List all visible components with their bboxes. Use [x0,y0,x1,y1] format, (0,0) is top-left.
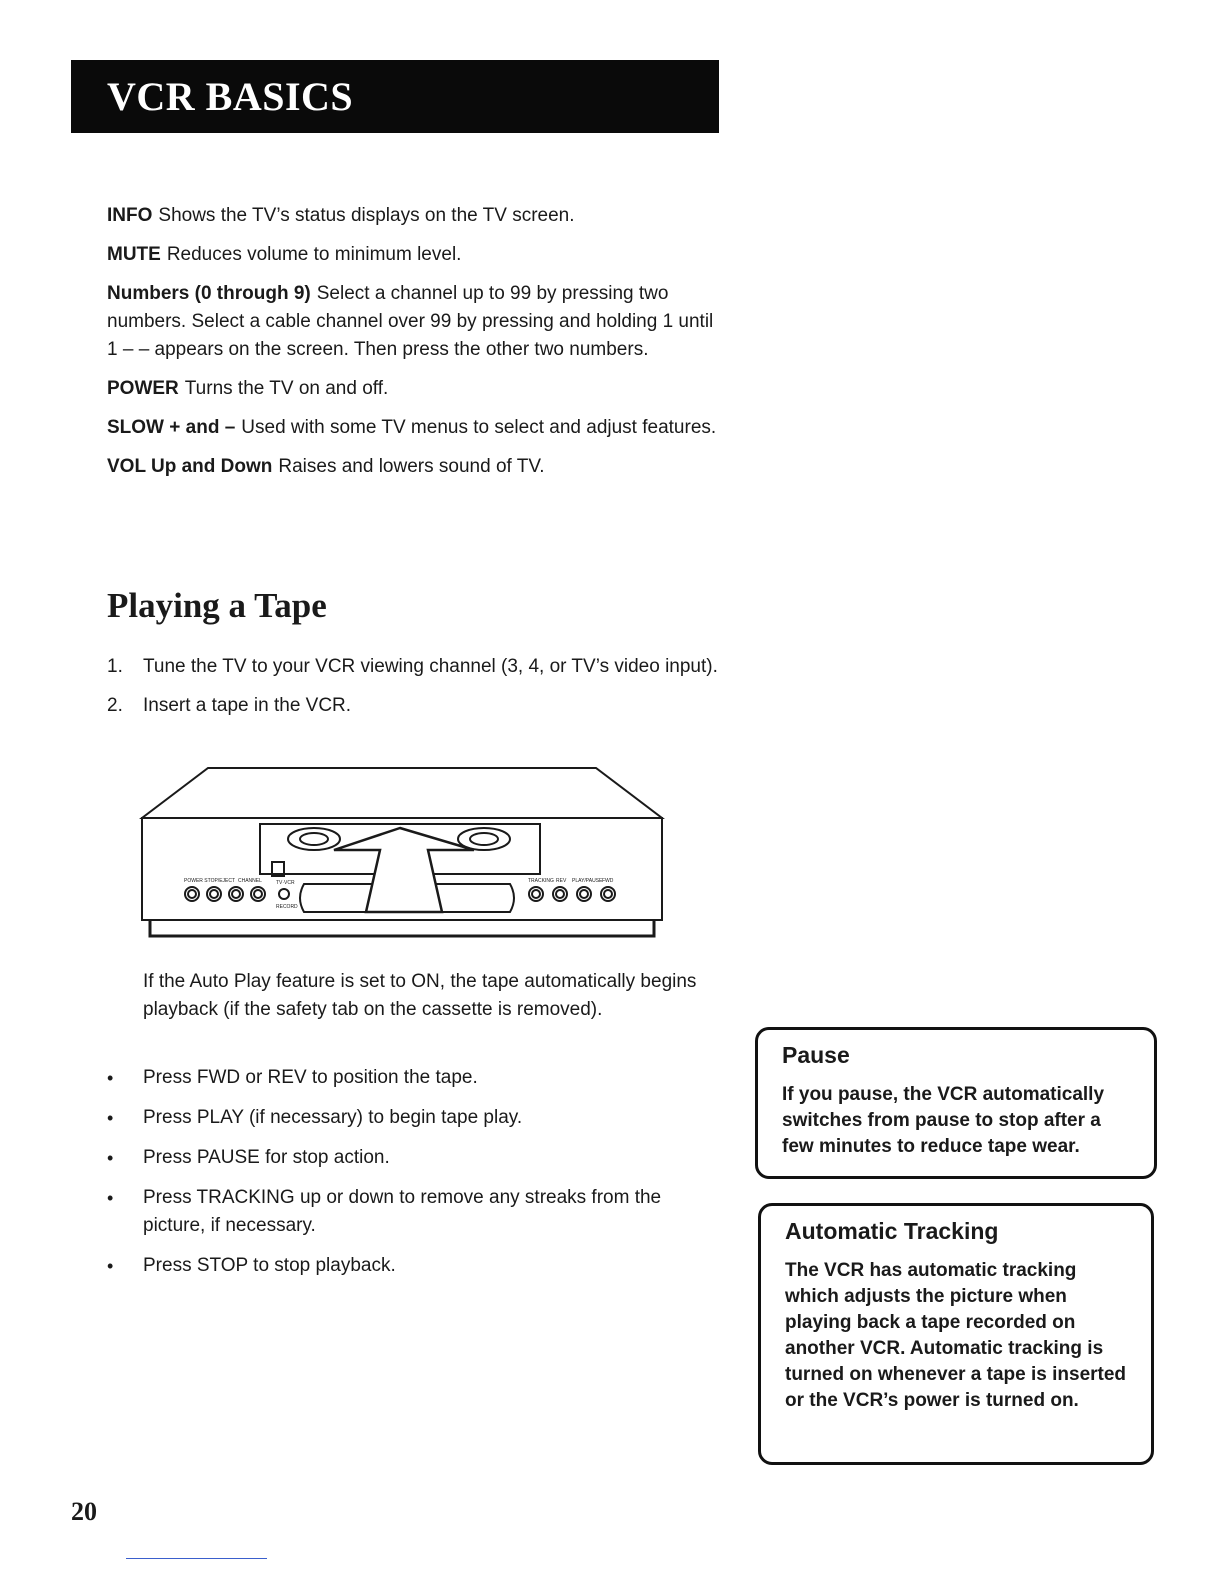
vcr-illustration [138,762,668,944]
tracking-info-box [758,1203,1154,1465]
box-title: Pause [782,1042,850,1068]
vcr-label-channel: CHANNEL [238,878,262,884]
bullet-item [107,1184,719,1240]
step-number: 2. [107,695,123,716]
vcr-top-panel [142,768,662,818]
bullet-text: Press STOP to stop playback. [143,1255,396,1276]
bullet-icon: • [107,1108,114,1128]
bullet-icon: • [107,1188,114,1208]
box-body: If you pause, the VCR automatically switches from pause to stop after a few minutes to reduce tape wear. [782,1084,1105,1157]
vcr-base [150,920,654,936]
definition-power [107,375,719,403]
step-text: Insert a tape in the VCR. [143,695,352,716]
vcr-label-tvvcr: TV·VCR [276,880,295,886]
term-text: Used with some TV menus to select and adjust features. [241,417,717,438]
auto-play-note: If the Auto Play feature is set to ON, the tape automatically begins playback (if the safety tab on the cassette is removed). [143,971,697,1020]
definition-slow [107,414,719,442]
bullet-text: Press PLAY (if necessary) to begin tape play. [143,1107,523,1128]
term-label: MUTE [107,244,161,265]
bullet-icon: • [107,1148,114,1168]
step-text: Tune the TV to your VCR viewing channel (3, 4, or TV’s video input). [143,656,718,677]
step-item [107,653,719,681]
button-definitions [107,202,719,492]
step-number: 1. [107,656,123,677]
term-label: Numbers (0 through 9) [107,283,311,304]
pause-info-box [755,1027,1157,1179]
definition-info [107,202,719,230]
vcr-button [279,889,289,899]
definition-numbers [107,280,719,364]
bullet-text: Press FWD or REV to position the tape. [143,1067,478,1088]
box-body: The VCR has automatic tracking which adjusts the picture when playing back a tape recorded on another VCR. Automatic tracking is turned on whenever a tape is inserted or the VCR’s power is turned on. [785,1260,1127,1411]
tape-reel-left [288,828,340,850]
bullet-icon: • [107,1256,114,1276]
insert-arrow-icon [334,828,474,912]
vcr-label-rev: REV [556,878,567,884]
term-text: Turns the TV on and off. [184,378,389,399]
bullet-icon: • [107,1068,114,1088]
vcr-label-playpause: PLAY/PAUSE [572,878,603,884]
term-text: Raises and lowers sound of TV. [278,456,545,477]
vcr-label-record: RECORD [276,904,298,910]
vcr-label-fwd: FWD [602,878,614,884]
definition-mute [107,241,719,269]
vcr-label-power: POWER STOP/EJECT [184,878,236,884]
steps-list [107,653,719,731]
box-title: Automatic Tracking [785,1218,999,1244]
definition-vol [107,453,719,481]
step-item [107,692,719,720]
page-number: 20 [71,1497,97,1526]
bullet-text: Press PAUSE for stop action. [143,1147,390,1168]
term-label: INFO [107,205,153,226]
term-label: POWER [107,378,179,399]
bullet-item [107,1064,719,1092]
bullet-item [107,1144,719,1172]
footer-divider [126,1558,267,1559]
term-label: VOL Up and Down [107,456,273,477]
section-title: Playing a Tape [107,586,327,625]
term-label: SLOW + and – [107,417,236,438]
instruction-bullets [107,1064,719,1292]
bullet-item [107,1104,719,1132]
term-text: Reduces volume to minimum level. [166,244,462,265]
bullet-text: Press TRACKING up or down to remove any streaks from the picture, if necessary. [143,1187,662,1236]
term-text: Select a channel up to 99 by pressing two numbers. Select a cable channel over 99 by pressing and holding 1 until 1 – – appears on the screen. Then press the other two numbers. [107,283,714,360]
section-header: VCR BASICS [71,60,719,133]
term-text: Shows the TV’s status displays on the TV screen. [158,205,575,226]
bullet-item [107,1252,719,1280]
vcr-label-tracking: TRACKING [528,878,554,884]
